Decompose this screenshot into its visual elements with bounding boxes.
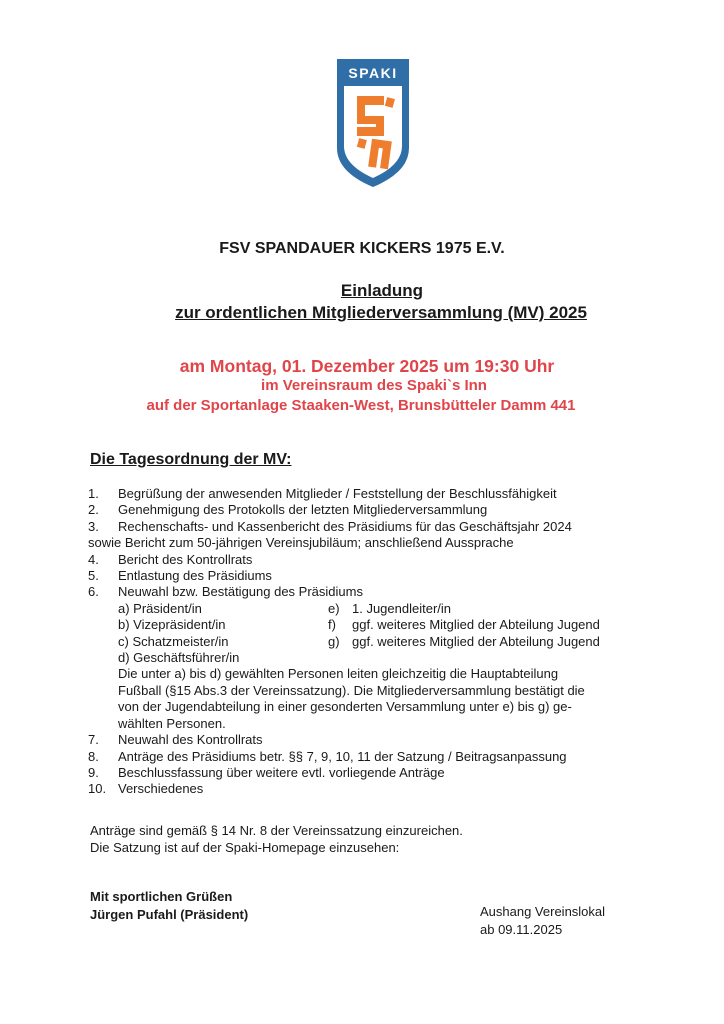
agenda-number: 5. (88, 568, 99, 584)
spaki-crest-icon (334, 56, 412, 190)
position-row (118, 601, 648, 617)
invitation-subtitle: zur ordentlichen Mitgliederversammlung (MV) 2025 (175, 303, 587, 322)
posting-place: Aushang Vereinslokal (480, 904, 606, 919)
agenda-text: Beschlussfassung über weitere evtl. vorliegende Anträge (118, 764, 445, 780)
agenda-list (88, 486, 648, 798)
club-name: FSV SPANDAUER KICKERS 1975 E.V. (219, 240, 505, 257)
submission-note (90, 822, 463, 856)
agenda-text: Neuwahl des Kontrollrats (118, 732, 263, 748)
club-logo (334, 56, 412, 190)
signature-block (90, 888, 248, 924)
position-row (118, 650, 648, 666)
agenda-text: Begrüßung der anwesenden Mitglieder / Feststellung der Beschlussfähigkeit (118, 486, 557, 501)
agenda-number: 9. (88, 764, 99, 780)
agenda-number: 10. (88, 781, 107, 797)
event-date: am Montag, 01. Dezember 2025 um 19:30 Uhr (179, 356, 555, 376)
event-location: auf der Sportanlage Staaken-West, Brunsbütteler Damm 441 (146, 397, 576, 414)
position-left: b) Vizepräsident/in (118, 617, 226, 633)
positions-note-line: Fußball (§15 Abs.3 der Vereinssatzung). Die Mitgliederversammlung bestätigt die (118, 682, 585, 698)
position-left: a) Präsident/in (118, 600, 202, 616)
position-left: c) Schatzmeister/in (118, 633, 229, 649)
agenda-item (88, 584, 648, 732)
agenda-text: sowie Bericht zum 50-jährigen Vereinsjubiläum; anschließend Aussprache (88, 535, 514, 551)
agenda-text: Entlastung des Präsidiums (118, 568, 272, 584)
event-room: im Vereinsraum des Spaki`s Inn (261, 377, 487, 394)
submission-note-line: Die Satzung ist auf der Spaki-Homepage einzusehen: (90, 840, 400, 855)
agenda-number: 4. (88, 551, 99, 567)
agenda-item-continuation (88, 535, 648, 551)
position-right: 1. Jugendleiter/in (352, 600, 452, 616)
agenda-item (88, 486, 648, 502)
agenda-item (88, 502, 648, 518)
position-letter: f) (328, 617, 336, 633)
position-right: ggf. weiteres Mitglied der Abteilung Jugend (352, 633, 600, 649)
agenda-title: Die Tagesordnung der MV: (90, 451, 292, 468)
agenda-item (88, 552, 648, 568)
agenda-number: 3. (88, 518, 99, 534)
agenda-text: Genehmigung des Protokolls der letzten Mitgliederversammlung (118, 502, 488, 518)
position-right: ggf. weiteres Mitglied der Abteilung Jugend (352, 617, 600, 633)
agenda-number: 8. (88, 748, 99, 764)
agenda-text: Neuwahl bzw. Bestätigung des Präsidiums (118, 584, 363, 600)
positions-note-line: wählten Personen. (118, 715, 226, 731)
signer-name: Jürgen Pufahl (Präsident) (90, 907, 249, 922)
position-left: d) Geschäftsführer/in (118, 650, 240, 666)
greeting: Mit sportlichen Grüßen (90, 889, 233, 904)
agenda-item (88, 732, 648, 748)
positions-note-line: Die unter a) bis d) gewählten Personen leiten gleichzeitig die Hauptabteilung (118, 666, 559, 682)
agenda-item (88, 765, 648, 781)
agenda-item (88, 519, 648, 535)
position-row (118, 634, 648, 650)
agenda-number: 2. (88, 502, 99, 518)
agenda-text: Rechenschafts- und Kassenbericht des Präsidiums für das Geschäftsjahr 2024 (118, 518, 572, 534)
agenda-number: 7. (88, 732, 99, 748)
svg-text:SPAKI: SPAKI (348, 65, 398, 81)
positions-note-line: von der Jugendabteilung in einer gesonderten Versammlung unter e) bis g) ge- (118, 699, 572, 715)
agenda-item (88, 568, 648, 584)
agenda-item (88, 781, 648, 797)
position-letter: e) (328, 600, 340, 616)
agenda-number: 1. (88, 486, 99, 501)
agenda-item (88, 749, 648, 765)
invitation-title: Einladung (340, 281, 424, 300)
submission-note-line: Anträge sind gemäß § 14 Nr. 8 der Vereinssatzung einzureichen. (90, 823, 463, 838)
agenda-text: Anträge des Präsidiums betr. §§ 7, 9, 10, 11 der Satzung / Beitragsanpassung (118, 748, 567, 764)
agenda-text: Bericht des Kontrollrats (118, 551, 253, 567)
posting-date: ab 09.11.2025 (480, 922, 563, 937)
agenda-text: Verschiedenes (118, 781, 204, 797)
position-letter: g) (328, 633, 340, 649)
posting-note (480, 903, 605, 939)
agenda-number: 6. (88, 584, 99, 600)
position-row (118, 617, 648, 633)
